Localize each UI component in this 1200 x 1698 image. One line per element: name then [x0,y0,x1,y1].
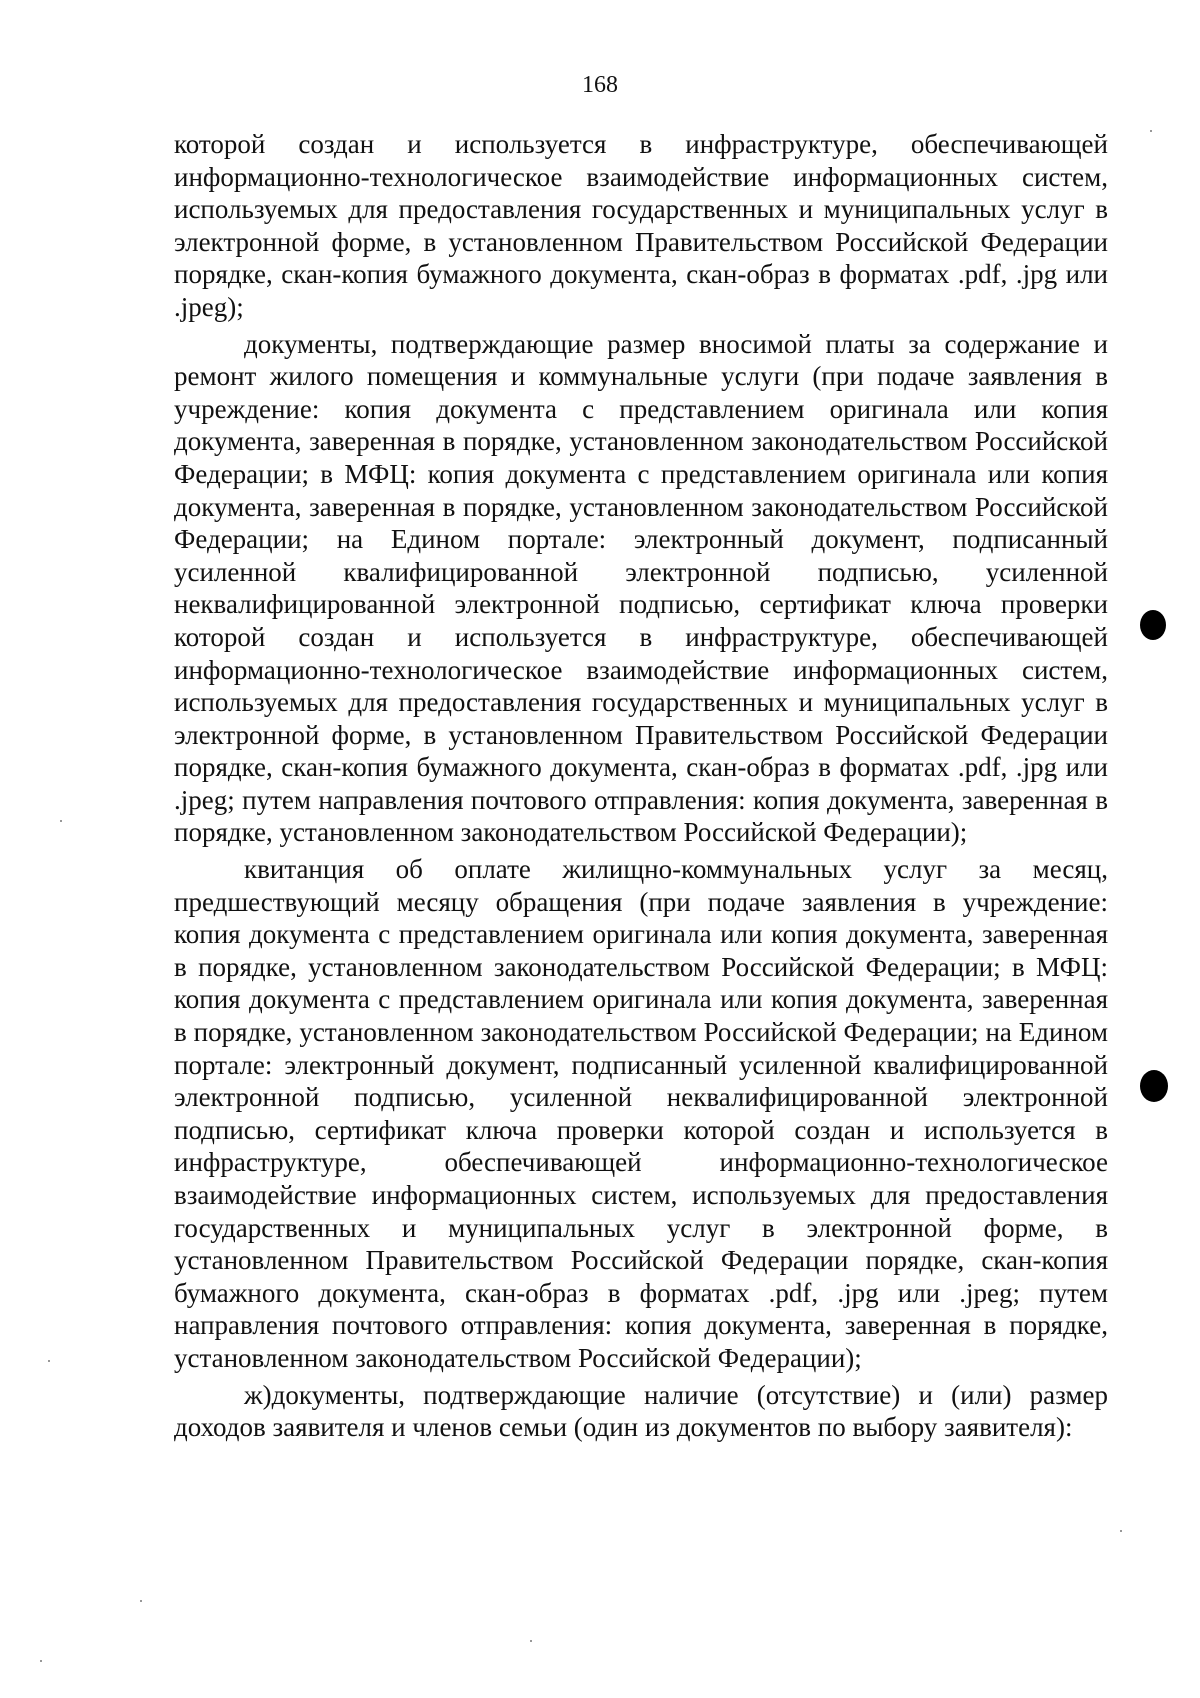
page-number: 168 [582,72,618,98]
document-body [174,128,1108,1444]
scan-speck [48,1360,50,1362]
scan-speck [140,1600,142,1602]
scan-speck [1150,130,1152,132]
paragraph-income-documents: ж)документы, подтверждающие наличие (отсутствие) и (или) размер доходов заявителя и членов семьи (один из документов по выбору заявителя): [174,1379,1108,1443]
scan-speck [530,1640,532,1642]
paragraph-housing-payment-documents: документы, подтверждающие размер вносимой платы за содержание и ремонт жилого помещения и коммунальные услуги (при подаче заявления в учреждение: копия документа с представлением оригинала или копия документа, заверенная в порядке, установленном законодательством Российской Федерации; в МФЦ: копия документа с представлением оригинала или копия документа, заверенная в порядке, установленном законодательством Российской Федерации; на Едином портале: электронный документ, подписанный усиленной квалифицированной электронной подписью, усиленной неквалифицированной электронной подписью, сертификат ключа проверки которой создан и используется в инфраструктуре, обеспечивающей информационно-технологическое взаимодействие информационных систем, используемых для предоставления государственных и муниципальных услуг в электронной форме, в установленном Правительством Российской Федерации порядке, скан-копия бумажного документа, скан-образ в форматах .pdf, .jpg или .jpeg; путем направления почтового отправления: копия документа, заверенная в порядке, установленном законодательством Российской Федерации); [174,328,1108,848]
paragraph-continuation: которой создан и используется в инфраструктуре, обеспечивающей информационно-технологическое взаимодействие информационных систем, используемых для предоставления государственных и муниципальных услуг в электронной форме, в установленном Правительством Российской Федерации порядке, скан-копия бумажного документа, скан-образ в форматах .pdf, .jpg или .jpeg); [174,129,1108,322]
scan-speck [40,1660,42,1662]
paragraph-utility-receipt: квитанция об оплате жилищно-коммунальных услуг за месяц, предшествующий месяцу обращения (при подаче заявления в учреждение: копия документа с представлением оригинала или копия документа, заверенная в порядке, установленном законодательством Российской Федерации; в МФЦ: копия документа с представлением оригинала или копия документа, заверенная в порядке, установленном законодательством Российской Федерации; на Едином портале: электронный документ, подписанный усиленной квалифицированной электронной подписью, усиленной неквалифицированной электронной подписью, сертификат ключа проверки которой создан и используется в инфраструктуре, обеспечивающей информационно-технологическое взаимодействие информационных систем, используемых для предоставления государственных и муниципальных услуг в электронной форме, в установленном Правительством Российской Федерации порядке, скан-копия бумажного документа, скан-образ в форматах .pdf, .jpg или .jpeg; путем направления почтового отправления: копия документа, заверенная в порядке, установленном законодательством Российской Федерации); [174,854,1108,1373]
scan-speck [1120,1530,1122,1532]
scan-speck [60,820,62,822]
binder-hole-bottom [1140,1070,1168,1102]
binder-hole-top [1140,610,1166,640]
